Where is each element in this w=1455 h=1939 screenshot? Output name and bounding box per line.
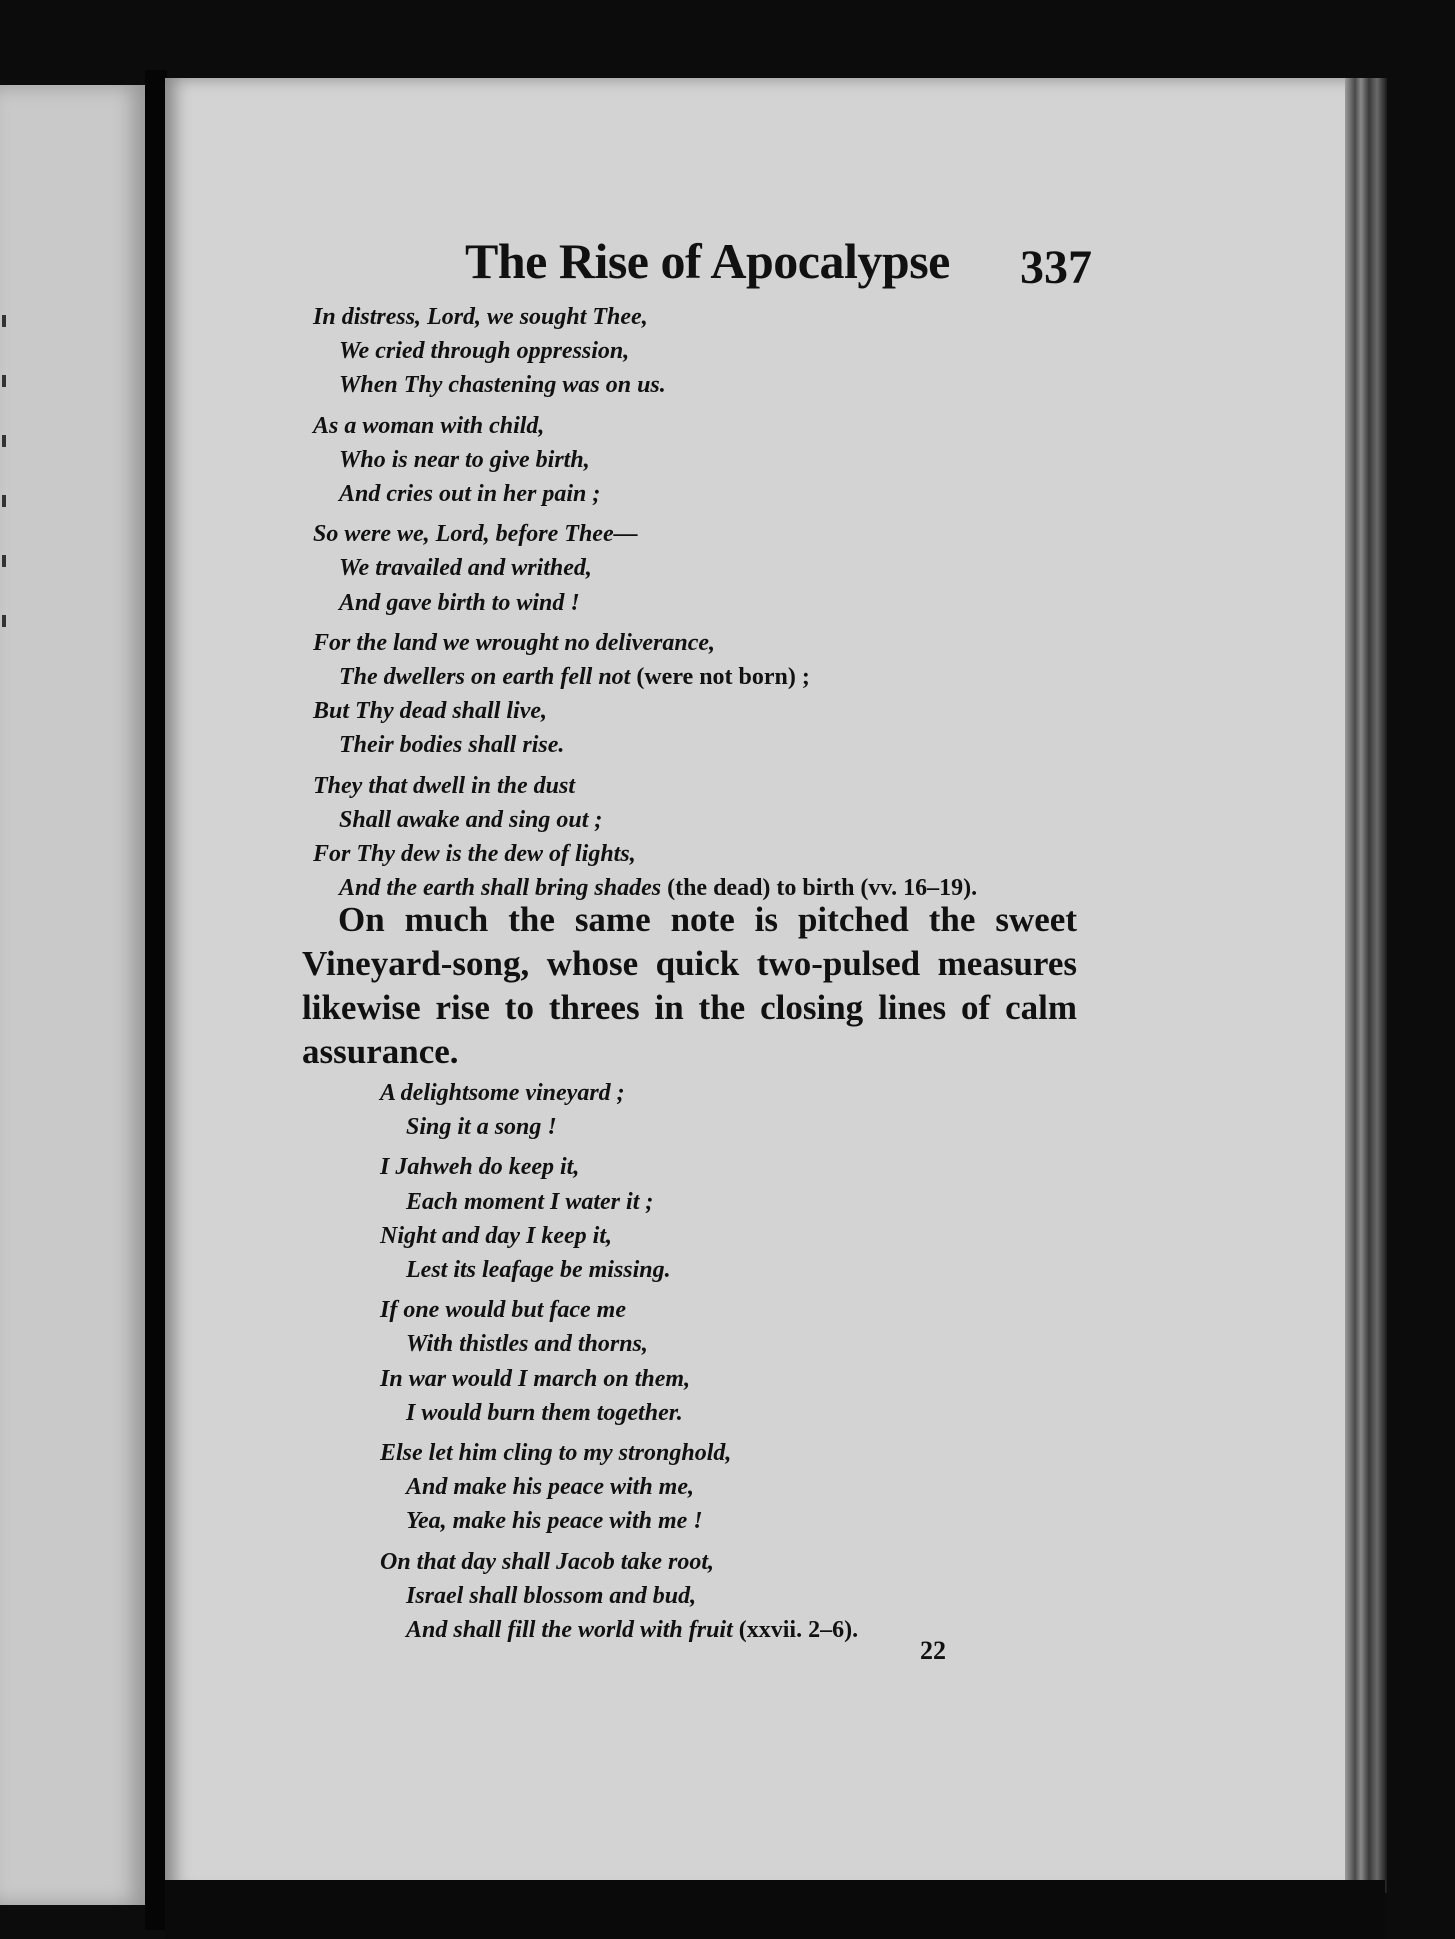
poem-line: When Thy chastening was on us. (339, 372, 666, 399)
poem-line: As a woman with child, (313, 412, 545, 439)
poem-line: In war would I march on them, (380, 1365, 691, 1392)
poem-line: A delightsome vineyard ; (380, 1080, 625, 1106)
book-gutter (145, 70, 167, 1930)
poem-line: Sing it a song ! (406, 1114, 557, 1141)
page-number: 337 (1020, 241, 1092, 294)
poem-line: If one would but face me (380, 1297, 626, 1324)
poem-line: On that day shall Jacob take root, (380, 1548, 715, 1575)
poem-gloss: (were not born) ; (636, 664, 810, 691)
poem-line: They that dwell in the dust (313, 772, 576, 799)
poem-line: We travailed and writhed, (339, 555, 592, 582)
poem-line: Israel shall blossom and bud, (406, 1582, 697, 1609)
signature-mark: 22 (920, 1636, 946, 1665)
poem-line-text: And shall fill the world with fruit (406, 1617, 733, 1644)
poem-line: I would burn them together. (406, 1399, 683, 1426)
poem-gloss: (the dead) to birth (667, 875, 855, 902)
running-header-title: The Rise of Apocalypse (465, 233, 950, 289)
bottom-shadow (165, 1880, 1385, 1939)
poem-line: In distress, Lord, we sought Thee, (313, 304, 648, 330)
poem-line: Yea, make his peace with me ! (406, 1508, 703, 1535)
poem-line-text: And the earth shall bring shades (339, 875, 662, 902)
verse-reference: (vv. 16–19). (860, 875, 978, 902)
verse-reference: (xxvii. 2–6). (738, 1617, 859, 1644)
poem-line: Night and day I keep it, (380, 1222, 612, 1249)
poem-line: And gave birth to wind ! (339, 589, 580, 616)
prose-text: On much the same note is pitched the sweet Vineyard-song, whose quick two-pulsed measures likewise rise to threes in the closing lines of calm assurance. (302, 900, 1077, 1071)
poem-line: Else let him cling to my stronghold, (380, 1440, 732, 1467)
poem-line: For the land we wrought no deliverance, (313, 629, 716, 656)
poem-line-text: The dwellers on earth fell not (339, 664, 631, 691)
poem-line: And make his peace with me, (406, 1474, 694, 1501)
poem-line: Lest its leafage be missing. (406, 1257, 671, 1284)
left-page-text-edge (0, 315, 10, 675)
poem-line: Their bodies shall rise. (339, 732, 565, 759)
page-edges (1345, 78, 1387, 1893)
poem-line (313, 660, 977, 694)
poem-block-1 (313, 300, 977, 905)
poem-line: Each moment I water it ; (406, 1188, 654, 1215)
poem-line: With thistles and thorns, (406, 1331, 648, 1358)
poem-line: We cried through oppression, (339, 338, 630, 365)
poem-line: I Jahweh do keep it, (380, 1154, 580, 1181)
poem-block-2 (380, 1076, 858, 1647)
left-facing-page (0, 85, 145, 1905)
poem-line: Who is near to give birth, (339, 446, 590, 473)
poem-line: So were we, Lord, before Thee— (313, 521, 638, 548)
poem-line: And cries out in her pain ; (339, 481, 601, 508)
poem-line: Shall awake and sing out ; (339, 806, 603, 833)
poem-line (380, 1613, 858, 1647)
poem-line: For Thy dew is the dew of lights, (313, 841, 636, 868)
prose-paragraph (302, 898, 1077, 1074)
poem-line: But Thy dead shall live, (313, 698, 547, 725)
